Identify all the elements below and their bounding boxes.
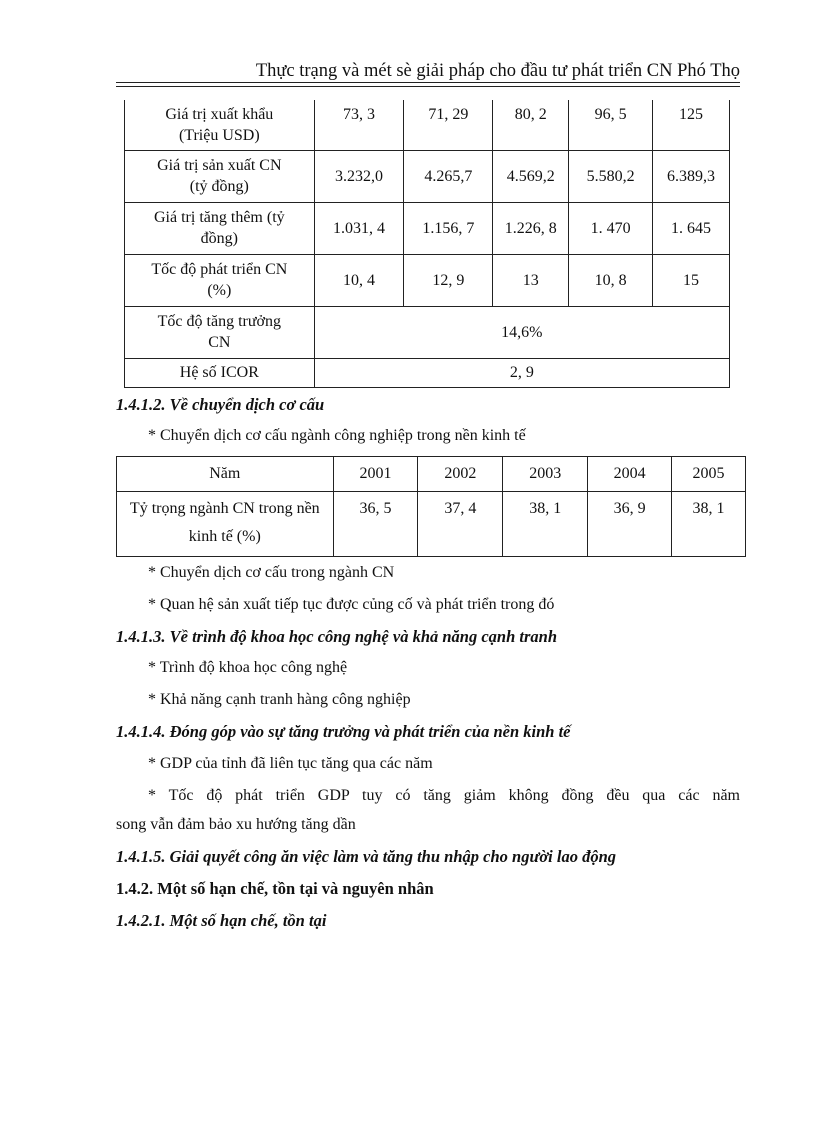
table-cell: 10, 8 — [569, 254, 653, 306]
row-label: Giá trị tăng thêm (tỷ đồng) — [125, 202, 315, 254]
table-cell: 6.389,3 — [653, 150, 730, 202]
table-cell: 36, 9 — [588, 492, 672, 557]
table-cell: 1. 645 — [653, 202, 730, 254]
year-header: 2003 — [503, 457, 588, 492]
section-heading: 1.4.2. Một số hạn chế, tồn tại và nguyên nhân — [116, 879, 434, 898]
table-cell: 36, 5 — [333, 492, 418, 557]
growth-rate-value: 14,6% — [314, 306, 729, 358]
row-label: Tỷ trọng ngành CN trong nền kinh tế (%) — [117, 492, 334, 557]
table-cell: 73, 3 — [314, 100, 404, 150]
header-rule-thin — [116, 86, 740, 87]
table-row — [125, 306, 730, 358]
bullet-text: * GDP của tỉnh đã liên tục tăng qua các năm — [148, 755, 433, 772]
table-row — [125, 100, 730, 150]
header-rule — [116, 82, 740, 83]
table-cell: 5.580,2 — [569, 150, 653, 202]
section-heading: 1.4.1.4. Đóng góp vào sự tăng trưởng và phát triển của nền kinh tế — [116, 722, 571, 741]
year-header: 2004 — [588, 457, 672, 492]
table-row — [125, 358, 730, 387]
row-label: Hệ số ICOR — [125, 358, 315, 387]
year-header: 2002 — [418, 457, 503, 492]
table-cell: 38, 1 — [503, 492, 588, 557]
section-heading: 1.4.1.2. Về chuyển dịch cơ cấu — [116, 395, 325, 414]
section-heading: 1.4.1.3. Về trình độ khoa học công nghệ và khả năng cạnh tranh — [116, 627, 558, 646]
table-cell: 13 — [493, 254, 569, 306]
table-cell: 125 — [653, 100, 730, 150]
bullet-text: * Quan hệ sản xuất tiếp tục được củng cố và phát triển trong đó — [148, 596, 555, 613]
table-cell: 10, 4 — [314, 254, 404, 306]
column-header: Năm — [117, 457, 334, 492]
table-cell: 12, 9 — [404, 254, 493, 306]
table-cell: 37, 4 — [418, 492, 503, 557]
table-row — [125, 150, 730, 202]
bullet-text: * Trình độ khoa học công nghệ — [148, 659, 348, 676]
row-label: Tốc độ tăng trưởng CN — [125, 306, 315, 358]
table-cell: 1. 470 — [569, 202, 653, 254]
paragraph-continuation: song vẫn đảm bảo xu hướng tăng dần — [116, 816, 356, 833]
bullet-text: * Tốc độ phát triển GDP tuy có tăng giảm không đồng đều qua các năm — [148, 787, 740, 804]
page-header-title: Thực trạng và mét sè giải pháp cho đầu tư phát triển CN Phó Thọ — [255, 61, 740, 81]
bullet-text: * Chuyển dịch cơ cấu trong ngành CN — [148, 564, 395, 581]
table-cell: 96, 5 — [569, 100, 653, 150]
table-cell: 1.226, 8 — [493, 202, 569, 254]
table-cell: 4.569,2 — [493, 150, 569, 202]
table-cell: 4.265,7 — [404, 150, 493, 202]
industry-indicators-table — [124, 100, 730, 388]
row-label: Giá trị xuất khẩu (Triệu USD) — [125, 100, 315, 150]
table-row — [117, 457, 746, 492]
section-heading: 1.4.2.1. Một số hạn chế, tồn tại — [116, 911, 327, 930]
row-label: Giá trị sản xuất CN (tỷ đồng) — [125, 150, 315, 202]
table-cell: 1.156, 7 — [404, 202, 493, 254]
table-row — [117, 492, 746, 557]
year-header: 2001 — [333, 457, 418, 492]
bullet-text: * Khả năng cạnh tranh hàng công nghiệp — [148, 691, 411, 708]
table-cell: 71, 29 — [404, 100, 493, 150]
row-label: Tốc độ phát triển CN (%) — [125, 254, 315, 306]
section-heading: 1.4.1.5. Giải quyết công ăn việc làm và tăng thu nhập cho người lao động — [116, 847, 617, 866]
table-row — [125, 254, 730, 306]
bullet-text: * Chuyển dịch cơ cấu ngành công nghiệp trong nền kinh tế — [148, 427, 526, 444]
table-row — [125, 202, 730, 254]
table-cell: 80, 2 — [493, 100, 569, 150]
table-cell: 15 — [653, 254, 730, 306]
industry-share-table — [116, 456, 746, 557]
table-cell: 1.031, 4 — [314, 202, 404, 254]
icor-value: 2, 9 — [314, 358, 729, 387]
table-cell: 38, 1 — [672, 492, 746, 557]
year-header: 2005 — [672, 457, 746, 492]
table-cell: 3.232,0 — [314, 150, 404, 202]
